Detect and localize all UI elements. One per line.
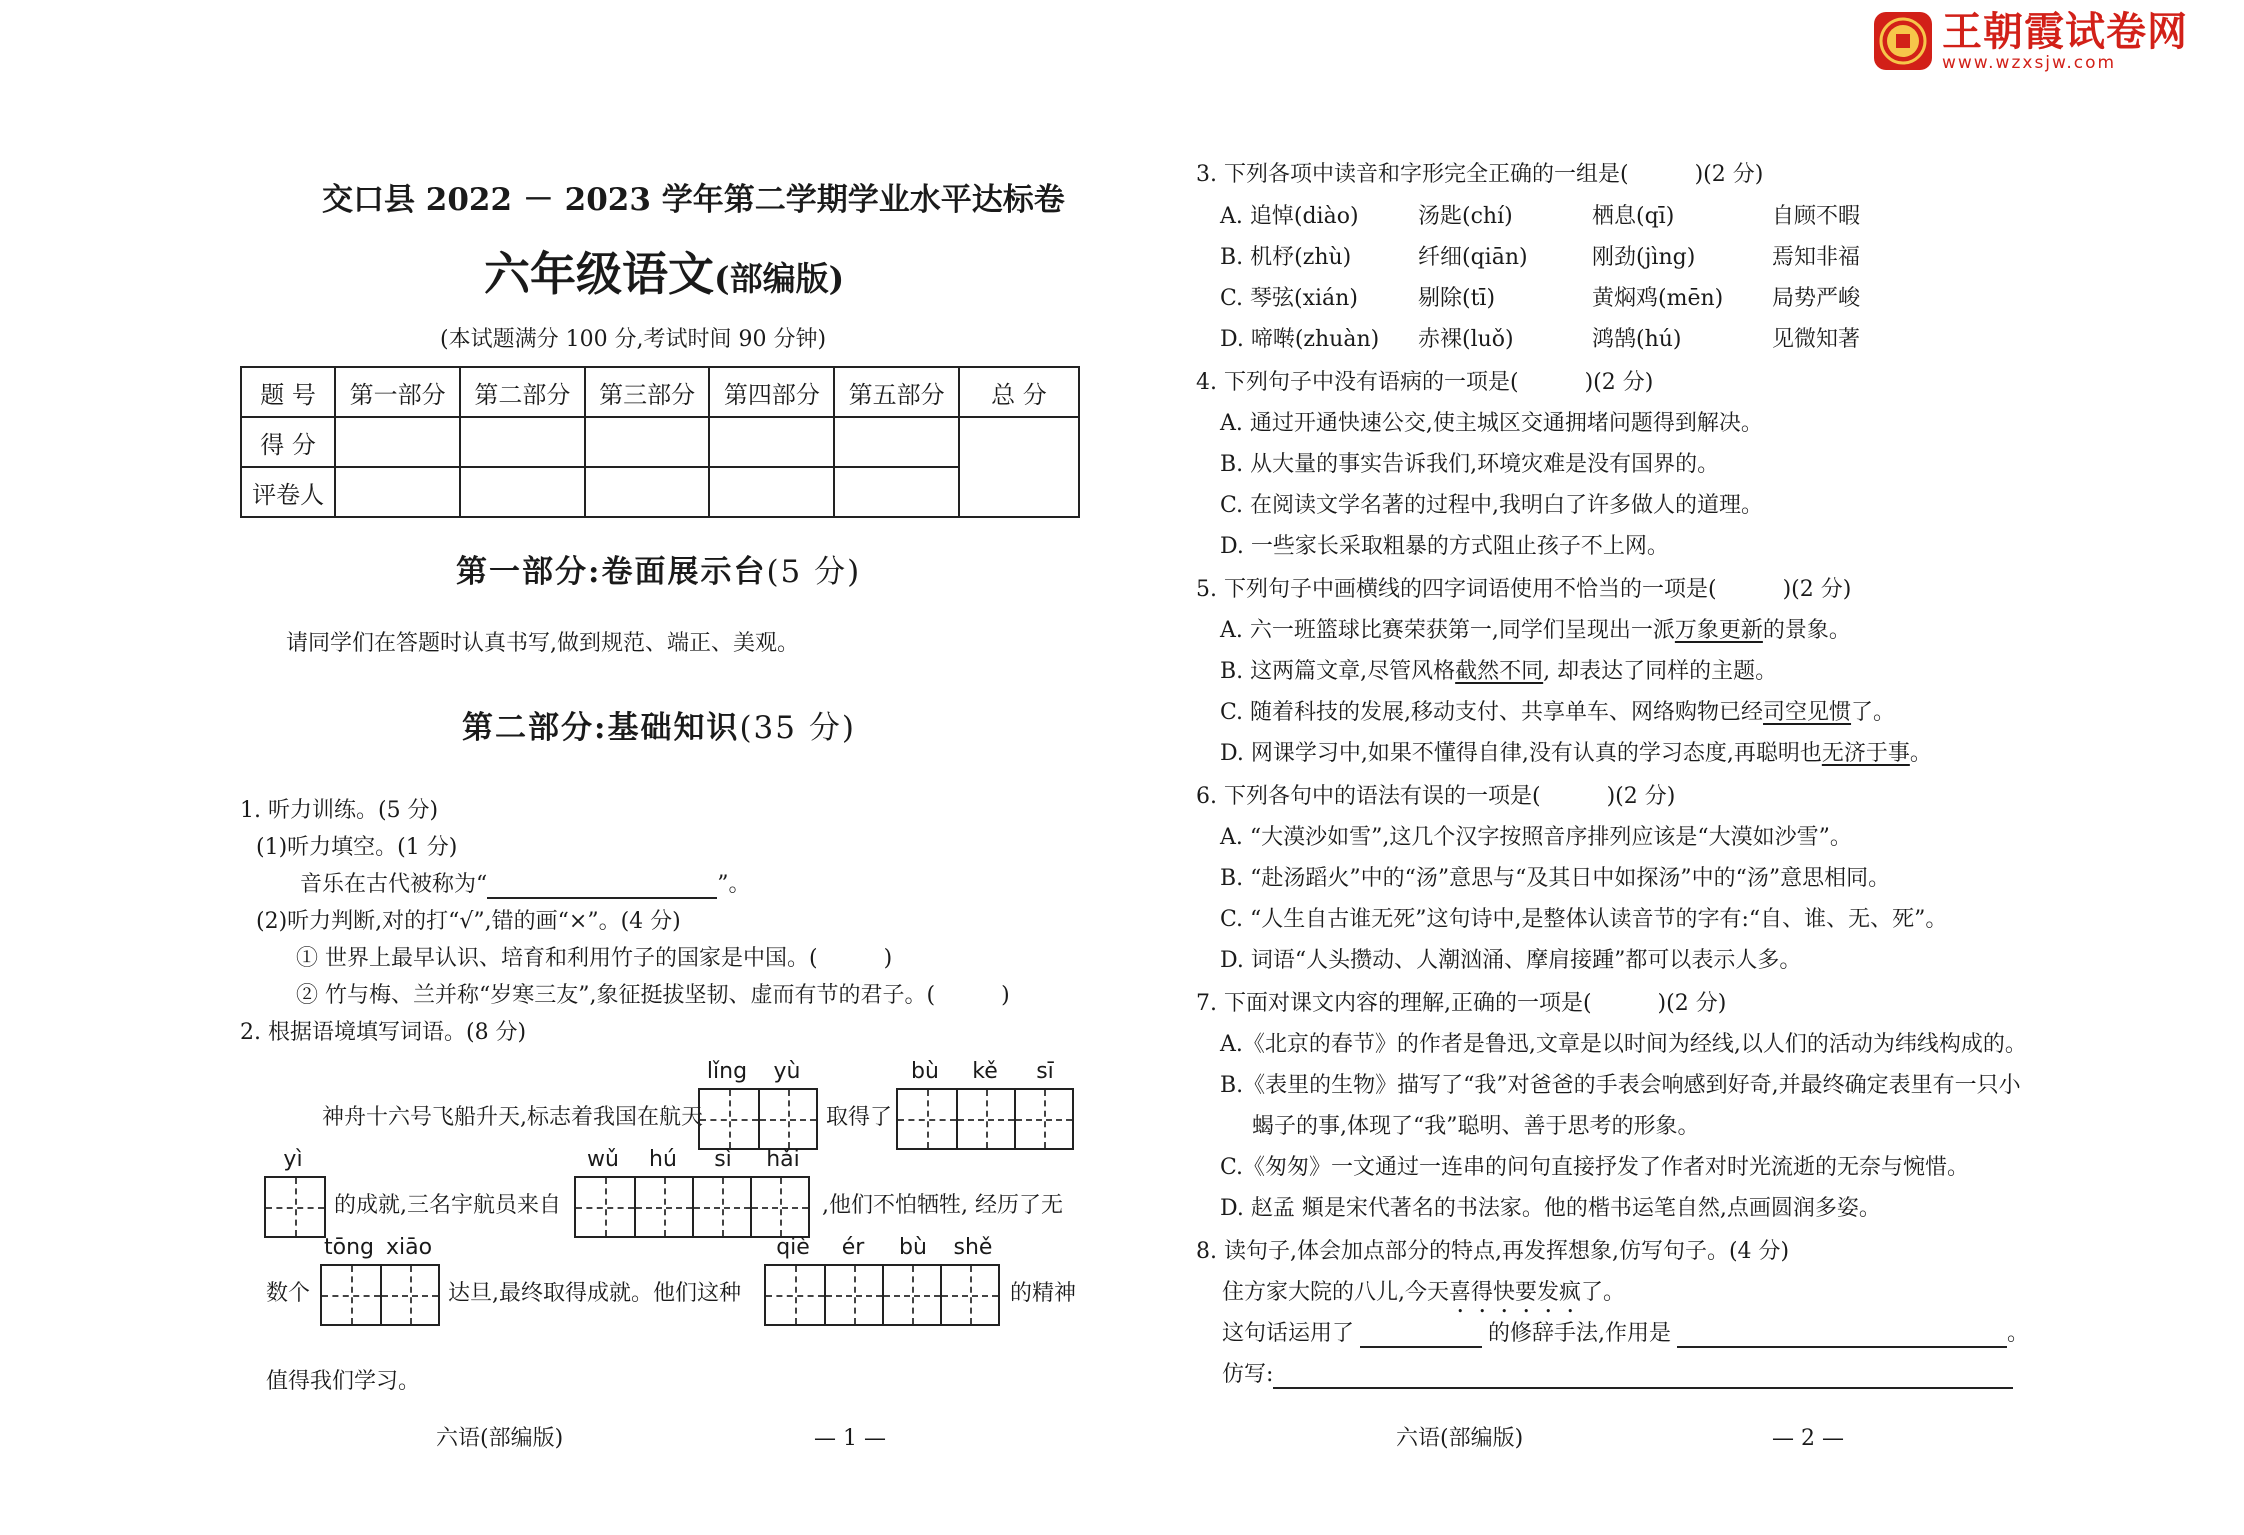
brand-url: www.wzxsjw.com xyxy=(1942,53,2117,73)
q3-option: 纤细(qiān) xyxy=(1418,245,1528,270)
pinyin-label: sī xyxy=(1036,1059,1054,1084)
pinyin-label: qiè xyxy=(776,1235,810,1260)
q5-b-underlined: 截然不同 xyxy=(1455,659,1544,684)
footer-left-label: 六语(部编版) xyxy=(436,1426,564,1451)
part1-score: (5 分) xyxy=(766,554,862,590)
grid-cell[interactable] xyxy=(380,1266,438,1324)
q4-option: C. 在阅读文学名著的过程中,我明白了许多做人的道理。 xyxy=(1220,493,1764,518)
pinyin-label: bù xyxy=(899,1235,927,1260)
subject-title xyxy=(484,246,844,307)
grid-cell[interactable] xyxy=(1014,1090,1072,1148)
q4-title: 4. 下列句子中没有语病的一项是( )(2 分) xyxy=(1196,370,1654,395)
grid-cell[interactable] xyxy=(322,1266,380,1324)
q8-sentence-dotted: 喜得快要发疯 xyxy=(1449,1280,1582,1305)
q8-sentence-pre: 住方家大院的八儿,今天 xyxy=(1222,1280,1449,1305)
writing-grid-qieerbushe[interactable] xyxy=(764,1264,1000,1326)
q1-fill-line xyxy=(300,871,751,899)
q8-rhetoric-blank[interactable] xyxy=(1360,1324,1482,1348)
part2-heading-text: 第二部分:基础知识 xyxy=(462,710,740,746)
q3-option: 焉知非福 xyxy=(1772,245,1861,270)
grid-cell[interactable] xyxy=(692,1178,750,1236)
grid-cell[interactable] xyxy=(824,1266,882,1324)
q2-text-1: 神舟十六号飞船升天,标志着我国在航天 xyxy=(322,1105,703,1130)
q1-fill-pre: 音乐在古代被称为“ xyxy=(300,872,488,897)
score-input-cell[interactable] xyxy=(834,417,959,467)
brand-name: 王朝霞试卷网 xyxy=(1942,9,2188,55)
q3-option: C. 琴弦(xián) xyxy=(1220,286,1358,311)
q8-imitate-blank[interactable] xyxy=(1273,1365,2013,1389)
q6-option: C. “人生自古谁无死”这句诗中,是整体认读音节的字有:“自、谁、无、死”。 xyxy=(1220,907,1948,932)
score-input-cell[interactable] xyxy=(460,417,585,467)
score-input-cell[interactable] xyxy=(335,417,460,467)
grid-cell[interactable] xyxy=(898,1090,956,1148)
grid-cell[interactable] xyxy=(758,1090,816,1148)
score-input-cell[interactable] xyxy=(709,417,834,467)
q2-title: 2. 根据语境填写词语。(8 分) xyxy=(240,1020,527,1045)
q1-title: 1. 听力训练。(5 分) xyxy=(240,798,439,823)
q7-option-continued: 蝎子的事,体现了“我”聪明、善于思考的形象。 xyxy=(1252,1114,1700,1139)
q3-option: 汤匙(chí) xyxy=(1418,204,1513,229)
q1-sub2: (2)听力判断,对的打“√”,错的画“×”。(4 分) xyxy=(256,909,681,934)
writing-grid-bukesi[interactable] xyxy=(896,1088,1074,1150)
q7-option: D. 赵孟 頫是宋代著名的书法家。他的楷书运笔自然,点画圆润多姿。 xyxy=(1220,1196,1881,1221)
score-header-cell: 第二部分 xyxy=(460,367,585,417)
q2-text-6: 达旦,最终取得成就。他们这种 xyxy=(448,1281,741,1306)
edition-label: (部编版) xyxy=(714,259,845,298)
q3-option: B. 机杼(zhù) xyxy=(1220,245,1352,270)
score-input-cell[interactable] xyxy=(585,467,710,517)
q4-option: D. 一些家长采取粗暴的方式阻止孩子不上网。 xyxy=(1220,534,1669,559)
grid-cell[interactable] xyxy=(766,1266,824,1324)
grid-cell[interactable] xyxy=(750,1178,808,1236)
q4-option: B. 从大量的事实告诉我们,环境灾难是没有国界的。 xyxy=(1220,452,1720,477)
q6-title: 6. 下列各句中的语法有误的一项是( )(2 分) xyxy=(1196,784,1676,809)
q7-option: C.《匆匆》一文通过一连串的问句直接抒发了作者对时光流逝的无奈与惋惜。 xyxy=(1220,1155,1970,1180)
brand-seal-icon xyxy=(1872,10,1934,72)
q1-answer-blank[interactable] xyxy=(487,875,717,899)
q8-imitate-line xyxy=(1222,1361,2013,1389)
score-header-cell: 题 号 xyxy=(241,367,335,417)
q7-title: 7. 下面对课文内容的理解,正确的一项是( )(2 分) xyxy=(1196,991,1727,1016)
score-total-cell[interactable] xyxy=(959,417,1079,517)
pinyin-label: hǎi xyxy=(766,1147,800,1172)
grid-cell[interactable] xyxy=(634,1178,692,1236)
q1-judge-item-2: ② 竹与梅、兰并称“岁寒三友”,象征挺拔坚韧、虚而有节的君子。( ) xyxy=(296,983,1010,1008)
q5-d-underlined: 无济于事 xyxy=(1821,741,1910,766)
grid-cell[interactable] xyxy=(266,1178,324,1236)
pinyin-label: hú xyxy=(649,1147,677,1172)
pinyin-label: sì xyxy=(714,1147,732,1172)
q2-text-2: 取得了 xyxy=(826,1105,893,1130)
q2-text-3: 的成就,三名宇航员来自 xyxy=(334,1193,561,1218)
grid-cell[interactable] xyxy=(882,1266,940,1324)
score-header-cell: 第三部分 xyxy=(585,367,710,417)
score-table-row xyxy=(241,417,1079,467)
score-input-cell[interactable] xyxy=(709,467,834,517)
q5-a-pre: A. 六一班篮球比赛荣获第一,同学们呈现出一派 xyxy=(1220,618,1675,643)
grid-cell[interactable] xyxy=(576,1178,634,1236)
grid-cell[interactable] xyxy=(700,1090,758,1148)
q4-option: A. 通过开通快速公交,使主城区交通拥堵问题得到解决。 xyxy=(1220,411,1763,436)
q1-sub1: (1)听力填空。(1 分) xyxy=(256,835,458,860)
footer-right-page: — 2 — xyxy=(1772,1426,1844,1451)
score-table xyxy=(240,366,1080,518)
footer-right-label: 六语(部编版) xyxy=(1396,1426,1524,1451)
q8-imitate-label: 仿写: xyxy=(1222,1362,1274,1387)
writing-grid-tongxiao[interactable] xyxy=(320,1264,440,1326)
q5-d-post: 。 xyxy=(1909,741,1932,766)
score-input-cell[interactable] xyxy=(585,417,710,467)
score-input-cell[interactable] xyxy=(834,467,959,517)
q8-sentence xyxy=(1222,1279,1625,1318)
score-input-cell[interactable] xyxy=(460,467,585,517)
writing-grid-lingyu[interactable] xyxy=(698,1088,818,1150)
q8-fill-line xyxy=(1222,1320,2029,1348)
grid-cell[interactable] xyxy=(940,1266,998,1324)
exam-note: (本试题满分 100 分,考试时间 90 分钟) xyxy=(440,327,827,352)
q8-title: 8. 读句子,体会加点部分的特点,再发挥想象,仿写句子。(4 分) xyxy=(1196,1239,1790,1264)
pinyin-label: bù xyxy=(911,1059,939,1084)
q6-option: A. “大漠沙如雪”,这几个汉字按照音序排列应该是“大漠如沙雪”。 xyxy=(1220,825,1852,850)
q3-option: 黄焖鸡(mēn) xyxy=(1592,286,1724,311)
q5-d-pre: D. 网课学习中,如果不懂得自律,没有认真的学习态度,再聪明也 xyxy=(1220,741,1822,766)
writing-grid-yi[interactable] xyxy=(264,1176,326,1238)
pinyin-label: yù xyxy=(773,1059,801,1084)
part1-instruction: 请同学们在答题时认真书写,做到规范、端正、美观。 xyxy=(286,631,799,656)
score-header-cell: 第一部分 xyxy=(335,367,460,417)
q3-option: 刚劲(jìng) xyxy=(1592,245,1696,270)
q3-option: 剔除(tī) xyxy=(1418,286,1496,311)
q3-option: 见微知著 xyxy=(1772,327,1861,352)
writing-grid-wuhusihai[interactable] xyxy=(574,1176,810,1238)
q7-option: B.《表里的生物》描写了“我”对爸爸的手表会响感到好奇,并最终确定表里有一只小 xyxy=(1220,1073,2021,1098)
q3-option: 自顾不暇 xyxy=(1772,204,1861,229)
q8-fill-mid: 的修辞手法,作用是 xyxy=(1488,1321,1672,1346)
part2-score: (35 分) xyxy=(739,710,856,746)
pinyin-label: tōng xyxy=(324,1235,374,1260)
q2-text-8: 值得我们学习。 xyxy=(266,1369,421,1394)
q5-c-underlined: 司空见惯 xyxy=(1763,700,1852,725)
part1-heading-text: 第一部分:卷面展示台 xyxy=(456,554,767,590)
part2-heading xyxy=(462,708,856,748)
q5-a-underlined: 万象更新 xyxy=(1674,618,1763,643)
q8-effect-blank[interactable] xyxy=(1677,1324,2007,1348)
score-row-label: 评卷人 xyxy=(241,467,335,517)
q5-option-c xyxy=(1220,699,1895,727)
q5-a-post: 的景象。 xyxy=(1762,618,1851,643)
q5-option-d xyxy=(1220,740,1932,768)
part1-heading xyxy=(456,552,861,592)
q5-c-pre: C. 随着科技的发展,移动支付、共享单车、网络购物已经 xyxy=(1220,700,1764,725)
q3-option: 鸿鹄(hú) xyxy=(1592,327,1682,352)
pinyin-label: kě xyxy=(972,1059,998,1084)
q8-sentence-post: 了。 xyxy=(1581,1280,1626,1305)
q5-title: 5. 下列句子中画横线的四字词语使用不恰当的一项是( )(2 分) xyxy=(1196,577,1852,602)
q2-text-7: 的精神 xyxy=(1010,1281,1077,1306)
exam-title: 交口县 2022 － 2023 学年第二学期学业水平达标卷 xyxy=(322,182,1065,218)
score-header-cell: 第五部分 xyxy=(834,367,959,417)
q2-text-4: ,他们不怕牺牲, 经历了无 xyxy=(822,1193,1063,1218)
pinyin-label: ér xyxy=(841,1235,865,1260)
q3-option: 栖息(qī) xyxy=(1592,204,1675,229)
q1-fill-post: ”。 xyxy=(717,872,751,897)
q3-option: 赤裸(luǒ) xyxy=(1418,327,1514,352)
q5-b-pre: B. 这两篇文章,尽管风格 xyxy=(1220,659,1456,684)
q5-option-b xyxy=(1220,658,1777,686)
q6-option: D. 词语“人头攒动、人潮汹涌、摩肩接踵”都可以表示人多。 xyxy=(1220,948,1802,973)
score-row-label: 得 分 xyxy=(241,417,335,467)
q5-b-post: , 却表达了同样的主题。 xyxy=(1543,659,1778,684)
score-input-cell[interactable] xyxy=(335,467,460,517)
pinyin-label: lǐng xyxy=(706,1059,748,1084)
score-table-row xyxy=(241,467,1079,517)
q3-option: A. 追悼(diào) xyxy=(1220,204,1359,229)
q6-option: B. “赴汤蹈火”中的“汤”意思与“及其日中如探汤”中的“汤”意思相同。 xyxy=(1220,866,1891,891)
pinyin-label: wǔ xyxy=(587,1147,619,1172)
subject-name: 六年级语文 xyxy=(484,247,714,301)
pinyin-label: yì xyxy=(283,1147,303,1172)
score-header-cell: 总 分 xyxy=(959,367,1079,417)
q3-option: D. 啼啭(zhuàn) xyxy=(1220,327,1380,352)
score-table-header-row xyxy=(241,367,1079,417)
pinyin-label: shě xyxy=(953,1235,993,1260)
grid-cell[interactable] xyxy=(956,1090,1014,1148)
score-header-cell: 第四部分 xyxy=(709,367,834,417)
footer-left-page: — 1 — xyxy=(814,1426,886,1451)
brand-logo xyxy=(1872,10,2194,72)
q5-c-post: 了。 xyxy=(1851,700,1896,725)
q5-option-a xyxy=(1220,617,1851,645)
pinyin-label: xiāo xyxy=(385,1235,433,1260)
q8-fill-post: 。 xyxy=(2007,1321,2030,1346)
q3-option: 局势严峻 xyxy=(1772,286,1861,311)
q8-fill-pre: 这句话运用了 xyxy=(1222,1321,1355,1346)
q7-option: A.《北京的春节》的作者是鲁迅,文章是以时间为经线,以人们的活动为纬线构成的。 xyxy=(1220,1032,2027,1057)
q3-title: 3. 下列各项中读音和字形完全正确的一组是( )(2 分) xyxy=(1196,162,1764,187)
q1-judge-item-1: ① 世界上最早认识、培育和利用竹子的国家是中国。( ) xyxy=(296,946,893,971)
q2-text-5: 数个 xyxy=(266,1281,311,1306)
